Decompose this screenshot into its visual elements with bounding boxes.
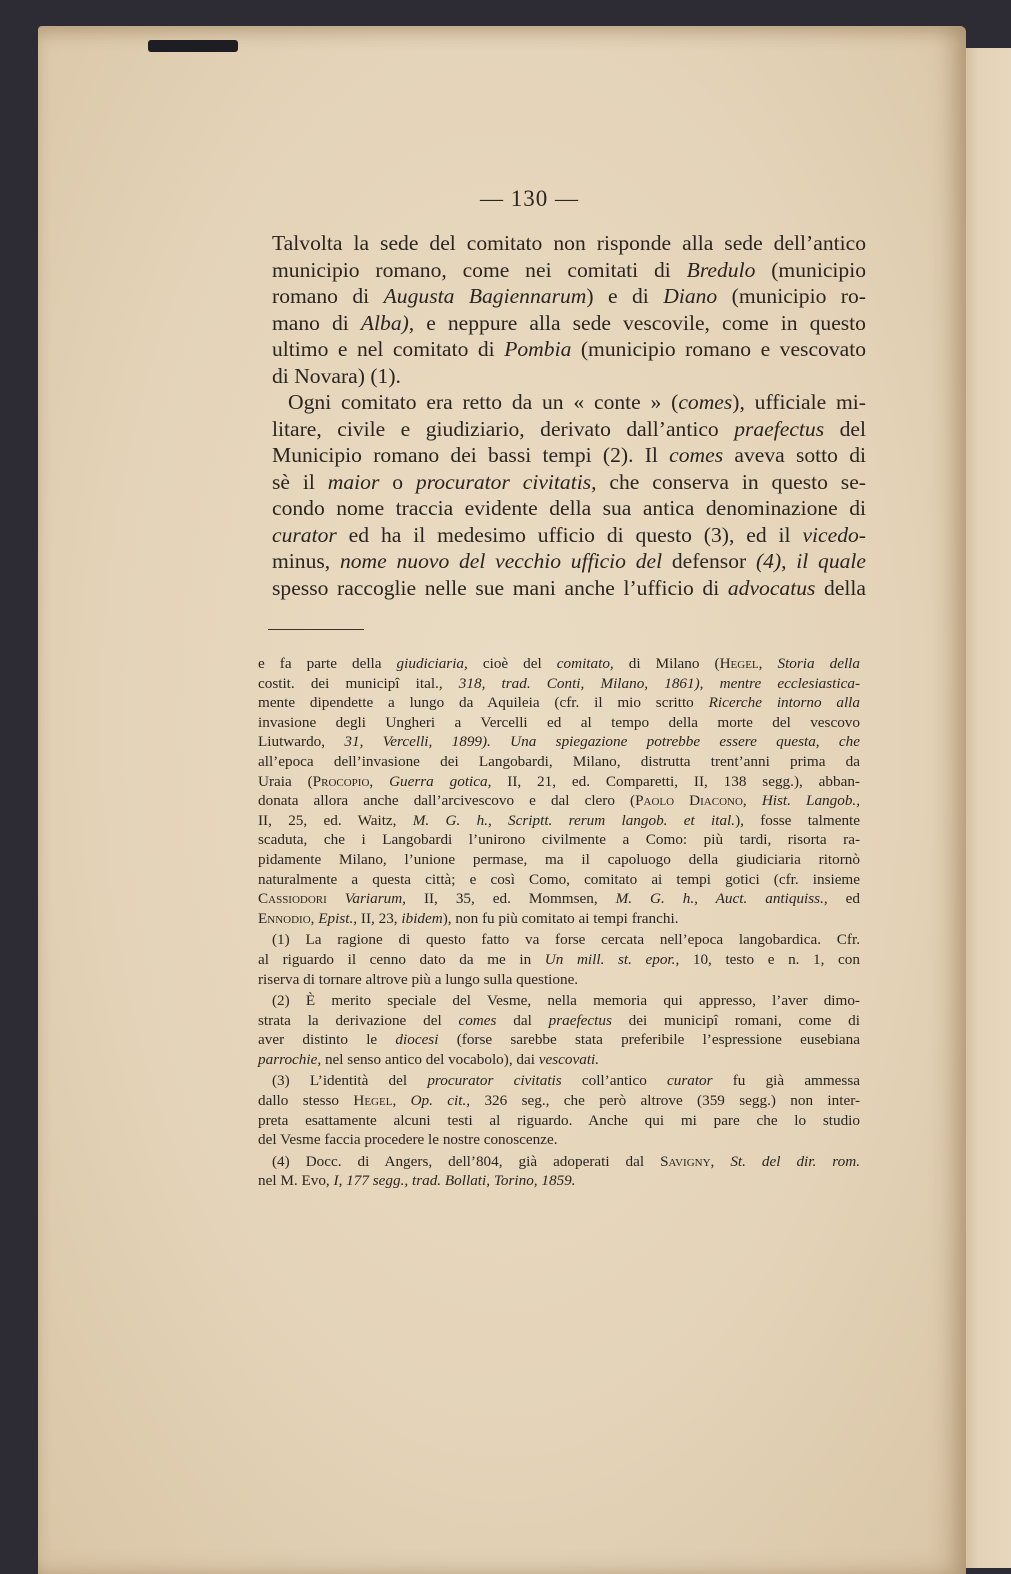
footnote-line: strata la derivazione del comes dal praefectus dei municipî romani, come di <box>258 1011 860 1029</box>
text-line: mano di Alba), e neppure alla sede vescovile, come in questo <box>272 310 866 335</box>
footnote-line: dallo stesso Hegel, Op. cit., 326 seg., che però altrove (359 segg.) non inter- <box>258 1092 861 1110</box>
footnote-line: costit. dei municipî ital., 318, trad. Conti, Milano, 1861), mentre ecclesiastica- <box>258 674 860 692</box>
footnote-line: aver distinto le diocesi (forse sarebbe stata preferibile l’espressione eusebiana <box>258 1031 860 1049</box>
footnote-line: mente dipendette a lungo da Aquileia (cfr. il mio scritto Ricerche intorno alla <box>258 694 860 712</box>
text-line: romano di Augusta Bagiennarum) e di Diano (municipio ro- <box>272 284 866 308</box>
text-line: sè il maior o procurator civitatis, che conserva in questo se- <box>272 469 866 494</box>
footnote-3: (3) L’identità del procurator civitatis coll’antico curator fu già ammessa <box>272 1072 860 1090</box>
footnote-line: pidamente Milano, l’unione permase, ma il capoluogo della giudiciaria ritornò <box>258 850 860 868</box>
footnotes <box>258 654 860 1191</box>
text-line: curator ed ha il medesimo ufficio di questo (3), ed il vicedo- <box>272 522 866 547</box>
text-line: litare, civile e giudiziario, derivato dall’antico praefectus del <box>272 416 866 441</box>
text-line: Municipio romano dei bassi tempi (2). Il comes aveva sotto di <box>272 443 866 467</box>
text-line: municipio romano, come nei comitati di Bredulo (municipio <box>272 257 866 282</box>
footnote-line: Uraia (Procopio, Guerra gotica, II, 21, ed. Comparetti, II, 138 segg.), abban- <box>258 772 860 790</box>
footnote-line: al riguardo il cenno dato da me in Un mill. st. epor., 10, testo e n. 1, con <box>258 950 860 968</box>
footnote-1: (1) La ragione di questo fatto va forse cercata nell’epoca langobardica. Cfr. <box>272 931 860 949</box>
footnote-line: riserva di tornare altrove più a lungo sulla questione. <box>258 970 579 988</box>
footnote-line: Cassiodori Variarum, II, 35, ed. Mommsen, M. G. h., Auct. antiquiss., ed <box>258 890 860 908</box>
footnote-line: Liutwardo, 31, Vercelli, 1899). Una spiegazione potrebbe essere questa, che <box>258 733 860 751</box>
text-line: di Novara) (1). <box>272 363 401 388</box>
text-line: minus, nome nuovo del vecchio ufficio del defensor (4), il quale <box>272 549 866 573</box>
footnote-line: Ennodio, Epist., II, 23, ibidem), non fu più comitato ai tempi franchi. <box>258 909 679 927</box>
footnote-line: e fa parte della giudiciaria, cioè del comitato, di Milano (Hegel, Storia della <box>258 655 860 672</box>
footnote-line: naturalmente a questa città; e così Como, comitato ai tempi gotici (cfr. insieme <box>258 870 860 888</box>
footnote-line: invasione degli Ungheri a Vercelli ed al tempo della morte del vescovo <box>258 713 860 731</box>
footnote-line: II, 25, ed. Waitz, M. G. h., Scriptt. rerum langob. et ital.), fosse talmente <box>258 811 861 829</box>
footnote-line: del Vesme faccia procedere le nostre conoscenze. <box>258 1131 558 1149</box>
text-line: spesso raccoglie nelle sue mani anche l’ufficio di advocatus della <box>272 575 867 600</box>
footnote-line: donata allora anche dall’arcivescovo e dal clero (Paolo Diacono, Hist. Langob., <box>258 792 861 810</box>
text-line: Ogni comitato era retto da un « conte » (comes), ufficiale mi- <box>288 390 866 414</box>
page-number: — 130 — <box>480 186 579 211</box>
footnote-line: nel M. Evo, I, 177 segg., trad. Bollati, Torino, 1859. <box>258 1172 576 1190</box>
footnote-4: (4) Docc. di Angers, dell’804, già adoperati dal Savigny, St. del dir. rom. <box>272 1152 860 1170</box>
text-line: condo nome traccia evidente della sua antica denominazione di <box>272 496 866 520</box>
text-line: Talvolta la sede del comitato non risponde alla sede dell’antico <box>272 231 866 255</box>
text-line: ultimo e nel comitato di Pombia (municipio romano e vescovato <box>272 337 866 361</box>
footnote-line: scaduta, che i Langobardi l’unirono civilmente a Como: più tardi, risorta ra- <box>258 831 860 849</box>
main-text <box>272 230 866 601</box>
footnote-line: preta esattamente alcuni testi al riguardo. Anche qui mi pare che lo studio <box>258 1111 860 1129</box>
footnote-2: (2) È merito speciale del Vesme, nella memoria qui appresso, l’aver dimo- <box>272 992 860 1010</box>
page-edge-mark <box>148 40 238 52</box>
footnote-line: parrochie, nel senso antico del vocabolo), dai vescovati. <box>258 1050 600 1068</box>
footnote-separator <box>268 629 364 630</box>
footnote-line: all’epoca dell’invasione dei Langobardi, Milano, distrutta trent’anni prima da <box>258 752 860 770</box>
